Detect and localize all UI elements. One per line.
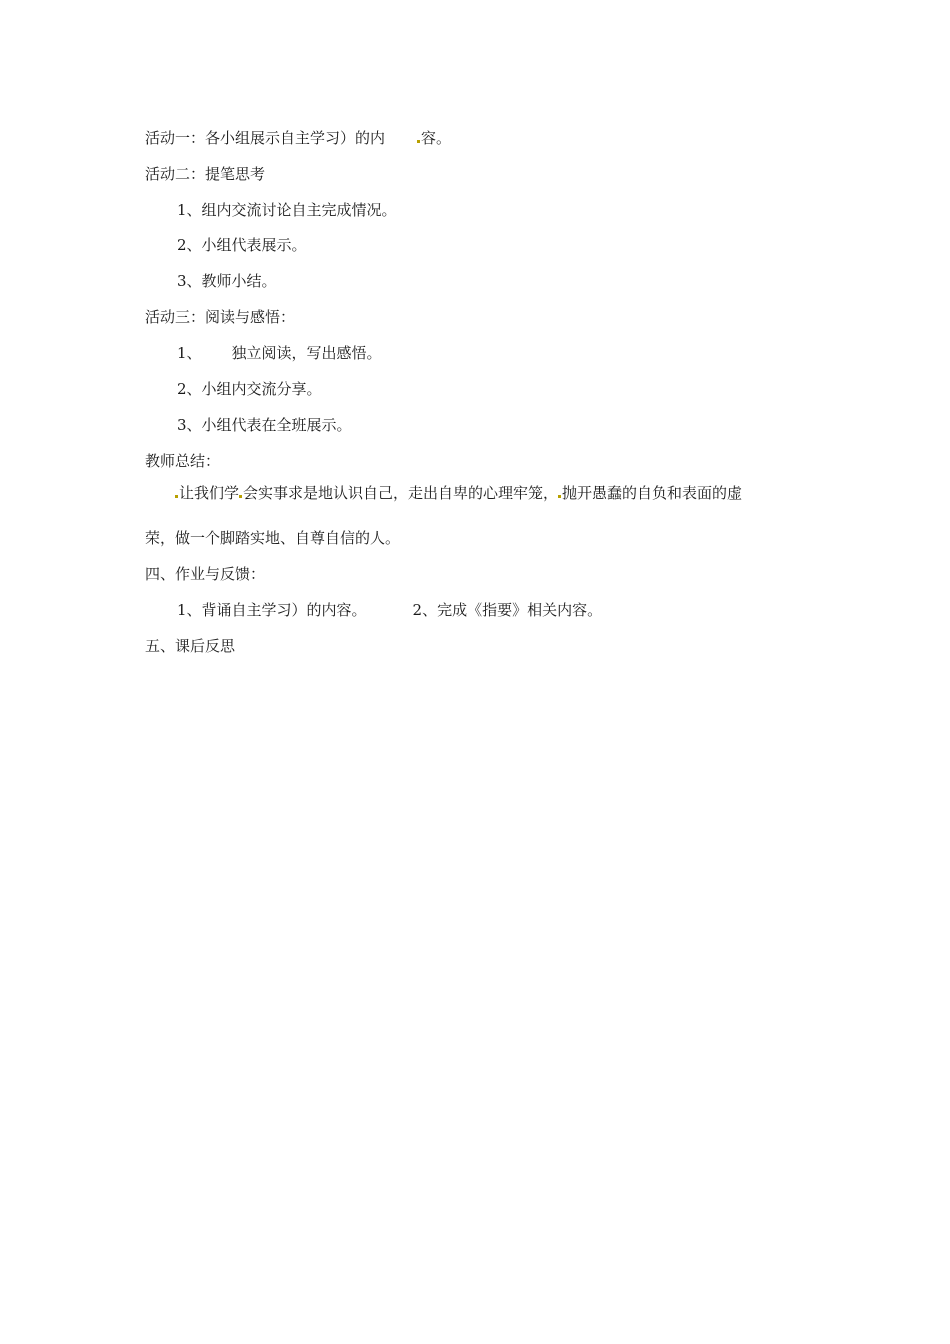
highlight-mark [417,140,420,143]
activity-3-item [177,343,382,363]
summary-text-c: 抛开愚蠢的自负和表面的虚 [562,484,743,502]
summary-text-a: 让我们学 [179,484,240,502]
activity-3-title: 活动三：阅读与感悟： [145,308,296,326]
activity-2-item: 1、组内交流讨论自主完成情况。 [177,201,397,219]
highlight-mark [175,495,178,498]
summary-paragraph-line-2: 荣，做一个脚踏实地、自尊自信的人。 [145,529,401,547]
activity-2-item: 2、小组代表展示。 [177,236,307,254]
highlight-mark [239,495,242,498]
summary-text-b: 会实事求是地认识自己，走出自卑的心理牢笼， [243,484,559,502]
activity-2-item: 3、教师小结。 [177,272,277,290]
summary-paragraph-line-1 [175,483,742,503]
activity-1-text: 活动一：各小组展示自主学习）的内 [145,129,386,147]
activity-3-item-number: 1、 [177,344,202,362]
homework-item: 1、背诵自主学习）的内容。 [177,601,367,619]
homework-items [177,600,602,620]
activity-3-item: 2、小组内交流分享。 [177,380,322,398]
activity-3-item: 3、小组代表在全班展示。 [177,416,352,434]
homework-item: 2、完成《指要》相关内容。 [412,601,603,619]
activity-2-title: 活动二：提笔思考 [145,165,266,183]
homework-title: 四、作业与反馈： [145,565,266,583]
summary-title: 教师总结： [145,452,221,470]
activity-1-line [145,128,451,148]
highlight-mark [558,495,561,498]
activity-3-item-text: 独立阅读，写出感悟。 [231,344,382,362]
reflection-title: 五、课后反思 [145,637,236,655]
activity-1-tail: 容。 [421,129,452,147]
